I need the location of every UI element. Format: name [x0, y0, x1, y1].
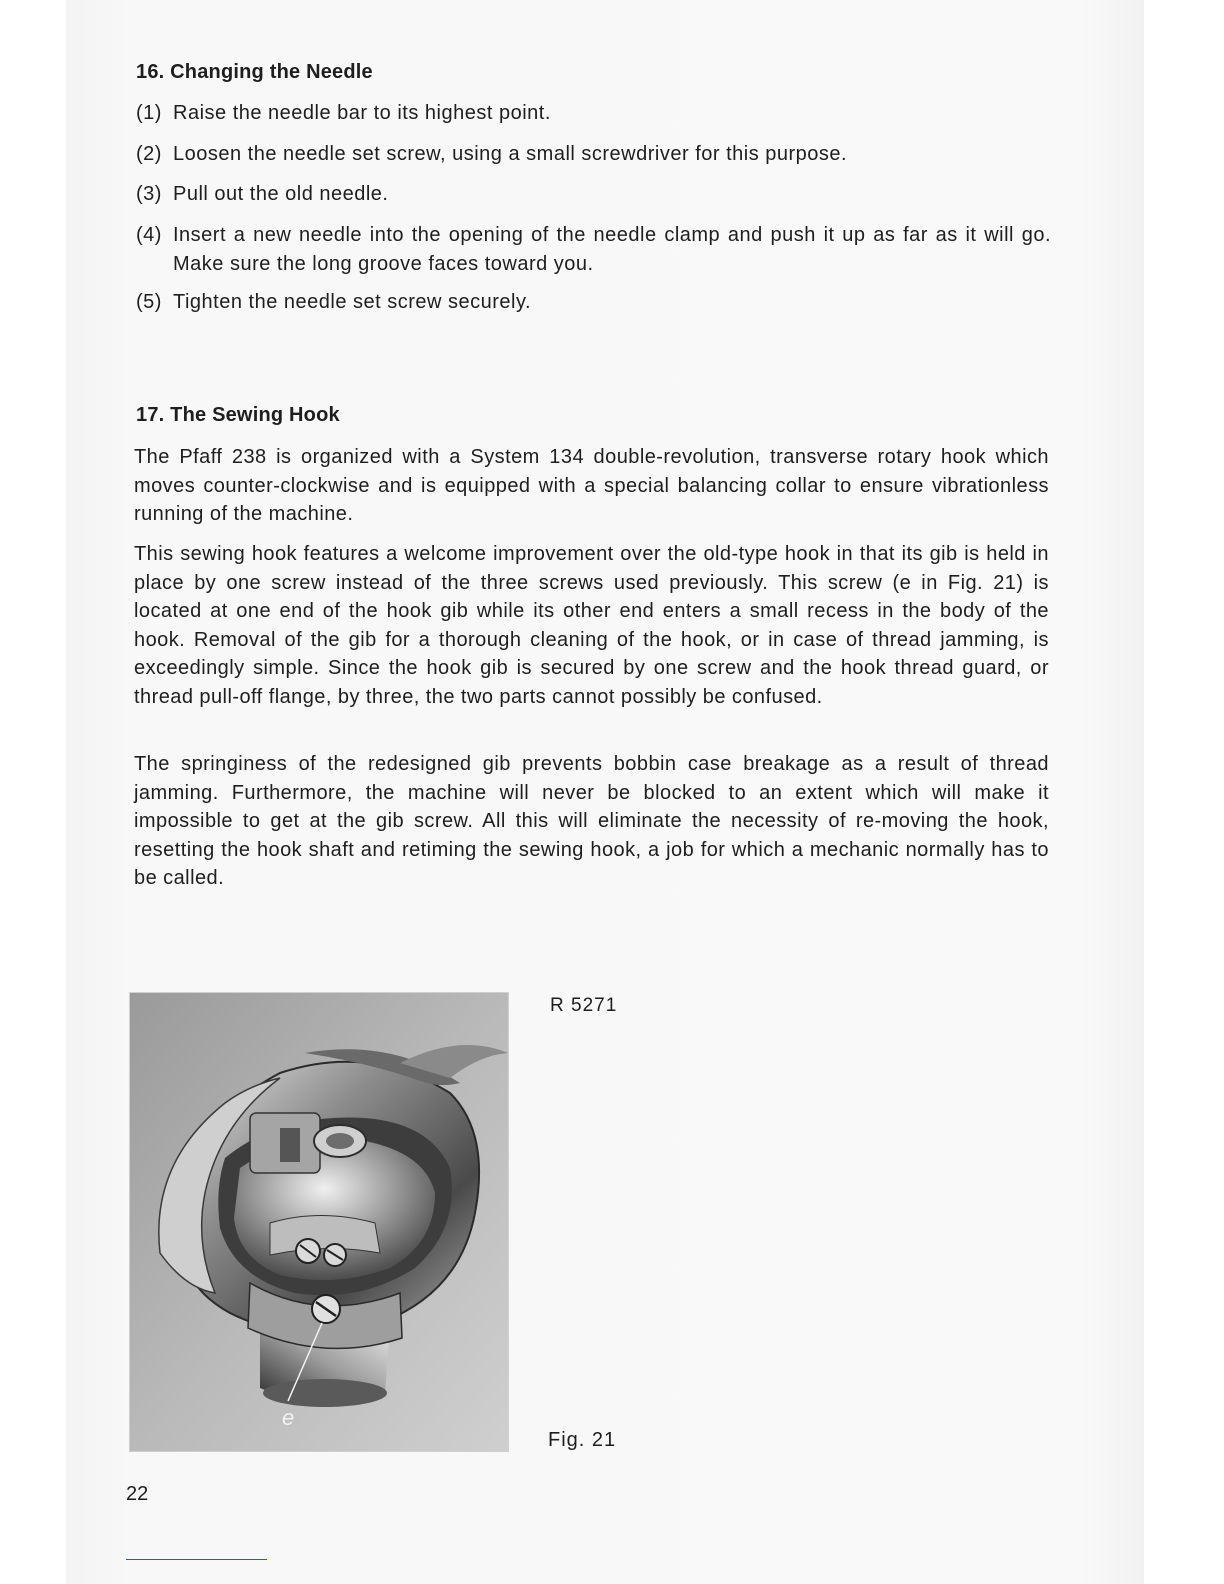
callout-label-e: e: [282, 1405, 295, 1430]
step-item: [136, 288, 1051, 317]
step-text: Tighten the needle set screw securely.: [173, 291, 532, 313]
step-text: Loosen the needle set screw, using a small screwdriver for this purpose.: [173, 143, 848, 165]
body-paragraph: The Pfaff 238 is organized with a System 134 double-revolution, transverse rotary hook which moves counter-clockwise and is equipped with a special balancing collar to ensure vibrationless running of the machine.: [134, 446, 1049, 525]
step-number: (4): [136, 224, 162, 246]
step-number: (5): [136, 291, 162, 313]
page-number: 22: [126, 1483, 149, 1505]
step-item: [136, 140, 1051, 169]
step-item: [136, 99, 1051, 128]
sewing-hook-photo: [129, 992, 509, 1452]
step-text: Raise the needle bar to its highest point.: [173, 102, 551, 124]
body-paragraph: The springiness of the redesigned gib prevents bobbin case breakage as a result of thread jamming. Furthermore, the machine will never be blocked to an extent which will make it impossible to get at the gib screw. All this will eliminate the necessity of re-moving the hook, resetting the hook shaft and retiming the sewing hook, a job for which a mechanic normally has to be called.: [134, 753, 1049, 889]
step-text: Insert a new needle into the opening of the needle clamp and push it up as far as it will go. Make sure the long groove faces toward you.: [173, 224, 1051, 275]
section-heading-changing-needle: 16. Changing the Needle: [136, 61, 373, 83]
section-heading-sewing-hook: 17. The Sewing Hook: [136, 404, 340, 426]
step-number: (3): [136, 183, 162, 205]
step-item: [136, 221, 1051, 279]
body-paragraph: This sewing hook features a welcome improvement over the old-type hook in that its gib is held in place by one screw instead of the three screws used previously. This screw (e in Fig. 21) is located at one end of the hook gib while its other end enters a small recess in the body of the hook. Removal of the gib for a thorough cleaning of the hook, or in case of thread jamming, is exceedingly simple. Since the hook gib is secured by one screw and the hook thread guard, or thread pull-off flange, by three, the two parts cannot possibly be confused.: [134, 543, 1049, 708]
step-number: (2): [136, 143, 162, 165]
figure-reference-code: R 5271: [550, 995, 618, 1016]
figure-caption: Fig. 21: [548, 1429, 617, 1451]
step-item: [136, 180, 1051, 209]
step-text: Pull out the old needle.: [173, 183, 389, 205]
step-number: (1): [136, 102, 162, 124]
footer-rule: [126, 1559, 267, 1560]
